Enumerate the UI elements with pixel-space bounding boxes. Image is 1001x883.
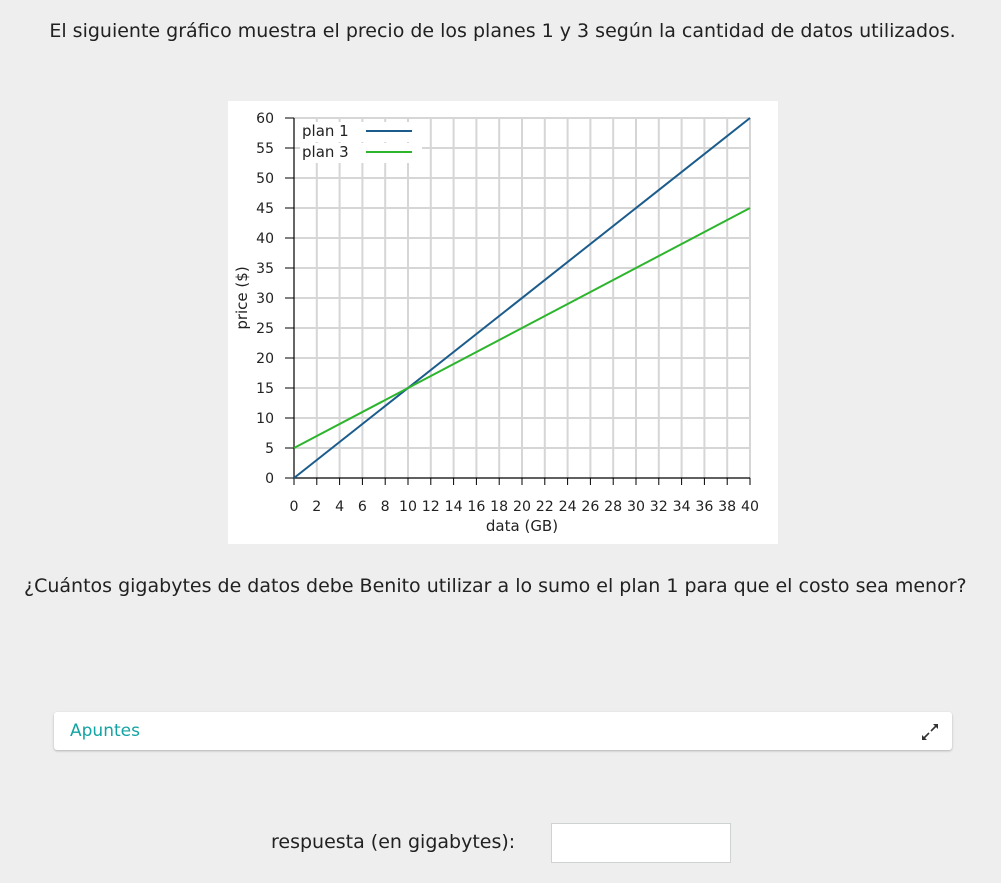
price-chart-svg	[228, 101, 778, 544]
x-tick-label: 20	[513, 499, 531, 515]
x-tick-label: 32	[649, 499, 668, 515]
y-tick-label: 20	[256, 351, 274, 367]
x-tick-label: 30	[627, 499, 645, 515]
y-tick-label: 30	[256, 291, 274, 307]
y-tick-label: 60	[256, 111, 274, 127]
legend-label: plan 3	[302, 143, 349, 161]
intro-text: El siguiente gráfico muestra el precio de los planes 1 y 3 según la cantidad de datos utilizados.	[49, 20, 956, 42]
notes-label: Apuntes	[70, 721, 140, 741]
x-tick-label: 34	[672, 499, 691, 515]
y-tick-label: 50	[256, 171, 274, 187]
x-tick-label: 40	[741, 499, 759, 515]
y-tick-label: 15	[256, 381, 274, 397]
y-tick-label: 10	[256, 411, 274, 427]
x-axis-label: data (GB)	[485, 517, 559, 535]
x-tick-label: 14	[444, 499, 463, 515]
y-tick-label: 0	[265, 471, 274, 487]
y-tick-label: 55	[256, 141, 274, 157]
y-tick-label: 35	[256, 261, 274, 277]
x-tick-label: 38	[718, 499, 737, 515]
y-tick-label: 25	[256, 321, 274, 337]
answer-label: respuesta (en gigabytes):	[271, 831, 516, 853]
x-tick-label: 36	[695, 499, 714, 515]
legend-label: plan 1	[302, 122, 349, 140]
x-tick-label: 8	[380, 499, 390, 515]
price-chart	[228, 101, 778, 544]
x-tick-label: 0	[289, 499, 299, 515]
x-tick-label: 4	[335, 499, 345, 515]
x-tick-label: 10	[399, 499, 417, 515]
x-tick-label: 22	[535, 499, 554, 515]
x-tick-label: 6	[357, 499, 367, 515]
y-axis-label: price ($)	[233, 266, 251, 330]
x-tick-label: 28	[604, 499, 623, 515]
x-tick-label: 24	[558, 499, 577, 515]
expand-arrows-icon[interactable]	[920, 722, 940, 742]
answer-input[interactable]	[551, 823, 731, 863]
notes-panel-toggle[interactable]	[54, 712, 952, 750]
x-tick-label: 12	[421, 499, 440, 515]
x-tick-label: 2	[312, 499, 322, 515]
y-tick-label: 45	[256, 201, 274, 217]
question-text: ¿Cuántos gigabytes de datos debe Benito utilizar a lo sumo el plan 1 para que el costo sea menor?	[24, 575, 967, 597]
x-tick-label: 16	[467, 499, 486, 515]
y-tick-label: 5	[265, 441, 274, 457]
x-tick-label: 18	[490, 499, 509, 515]
y-tick-label: 40	[256, 231, 274, 247]
x-tick-label: 26	[581, 499, 600, 515]
